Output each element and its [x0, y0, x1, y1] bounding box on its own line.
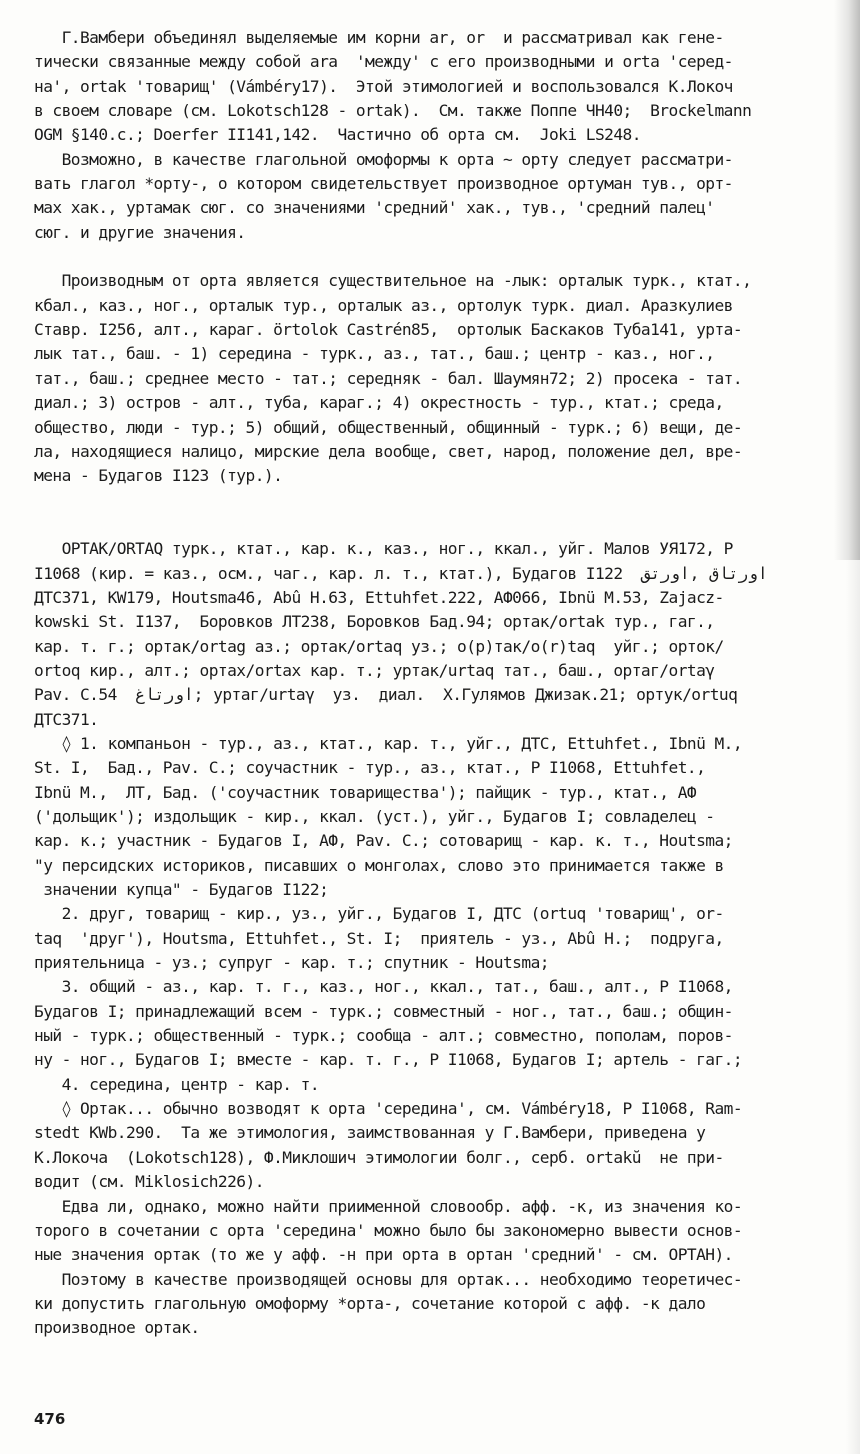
text-line: значении купца" - Будагов I122; [34, 880, 329, 900]
paragraph-vambery [34, 26, 846, 245]
spacer [34, 245, 846, 269]
text-line: в своем словаре (см. Lokotsch128 - ortak). См. также Поппе ЧН40; Brockelmann [34, 101, 752, 121]
text-line: ДТС371. [34, 709, 99, 729]
text-line: общество, люди - тур.; 5) общий, общественный, общинный - турк.; 6) вещи, де- [34, 417, 743, 437]
text-line: ки допустить глагольную омоформу *орта-, сочетание которой с афф. -к дало [34, 1293, 706, 1313]
spacer [34, 489, 846, 513]
text-line: производное ортак. [34, 1318, 200, 1338]
text-line: ortoq кир., алт.; ортах/ortax кар. т.; уртак/urtaq тат., баш., ортаг/ortaγ [34, 660, 715, 680]
text-line: ('дольщик'); издольщик - кир., ккал. (уст.), уйг., Будагов I; совладелец - [34, 807, 715, 826]
text-line: Ставр. I256, алт., караг. örtolok Castrén85, ортолык Баскаков Туба141, урта- [34, 320, 743, 340]
text-line: мена - Будагов I123 (тур.). [34, 466, 283, 486]
page-number: 476 [34, 1410, 66, 1428]
text-line: на', ortak 'товарищ' (Vámbéry17). Этой этимологией и воспользовался К.Локоч [34, 76, 733, 96]
text-line: kowski St. I137, Боровков ЛТ238, Боровков Бад.94; ортак/ortak тур., гаг., [34, 612, 715, 632]
text-line: кар. к.; участник - Будагов I, АФ, Pav. C.; сотоварищ - кар. к. т., Houtsma; [34, 831, 733, 851]
text-line: кар. т. г.; ортак/ortag аз.; ортак/ortaq уз.; о(р)так/о(r)taq уйг.; орток/ [34, 636, 724, 656]
text-line: "у персидских историков, писавших о монголах, слово это принимается также в [34, 855, 724, 875]
text-line: 2. друг, товарищ - кир., уз., уйг., Будагов I, ДТС (ortuq 'товарищ', or- [34, 904, 724, 924]
entry-ortak-header [34, 537, 846, 732]
entry-ortak-senses [34, 732, 846, 1097]
text-line: ДТС371, KW179, Houtsma46, Abû H.63, Ettuhfet.222, АФ066, Ibnü M.53, Zajacz- [34, 587, 724, 607]
text-line: диал.; 3) остров - алт., туба, караг.; 4) окрестность - тур., ктат.; среда, [34, 393, 724, 413]
paragraph-derivative [34, 269, 846, 488]
page-text [34, 26, 846, 1341]
text-line: I1068 (кир. = каз., осм., чаг., кар. л. т., ктат.), Будагов I122 اورتاق ,اورتق [34, 563, 768, 583]
text-line: тически связанные между собой ara 'между' с его производными и orta 'серед- [34, 52, 733, 72]
scan-shadow-edge-lower [846, 560, 860, 1454]
text-line: сюг. и другие значения. [34, 222, 246, 242]
text-line: 3. общий - аз., кар. т. г., каз., ног., ккал., тат., баш., алт., Р I1068, [34, 977, 733, 997]
text-line: taq 'друг'), Houtsma, Ettuhfet., St. I; приятель - уз., Abû H.; подруга, [34, 928, 724, 948]
text-line: 4. середина, центр - кар. т. [34, 1074, 320, 1094]
text-line: тат., баш.; среднее место - тат.; середняк - бал. Шаумян72; 2) просека - тат. [34, 368, 743, 388]
text-line: ну - ног., Будагов I; вместе - кар. т. г., Р I1068, Будагов I; артель - гаг.; [34, 1050, 743, 1070]
spacer [34, 513, 846, 537]
text-line: мах хак., уртамак сюг. со значениями 'средний' хак., тув., 'средний палец' [34, 198, 715, 218]
text-line: ный - турк.; общественный - турк.; сообща - алт.; совместно, пополам, поров- [34, 1026, 733, 1046]
text-line: stedt KWb.290. Та же этимология, заимствованная у Г.Вамбери, приведена у [34, 1123, 706, 1143]
text-line: лык тат., баш. - 1) середина - турк., аз., тат., баш.; центр - каз., ног., [34, 344, 715, 364]
text-line: ◊ 1. компаньон - тур., аз., ктат., кар. т., уйг., ДТС, Ettuhfet., Ibnü M., [34, 733, 743, 753]
text-line: вать глагол *орту-, о котором свидетельствует производное ортуман тув., орт- [34, 174, 733, 194]
text-line: Будагов I; принадлежащий всем - турк.; совместный - ног., тат., баш.; общин- [34, 1001, 733, 1021]
text-line: торого в сочетании с орта 'середина' можно было бы закономерно вывести основ- [34, 1220, 743, 1240]
text-line: OGM §140.c.; Doerfer II141,142. Частично об орта см. Joki LS248. [34, 125, 641, 145]
text-line: Г.Вамбери объединял выделяемые им корни ar, or и рассматривал как гене- [34, 28, 724, 47]
text-line: Pav. C.54 اورتاغ; уртаг/urtaγ уз. диал. Х.Гулямов Джизак.21; ортук/ortuq [34, 685, 738, 705]
text-line: ла, находящиеся налицо, мирские дела вообще, свет, народ, положение дел, вре- [34, 441, 743, 461]
text-line: ные значения ортак (то же у афф. -н при орта в ортан 'средний' - см. ОРТАН). [34, 1245, 733, 1265]
text-line: ◊ Ортак... обычно возводят к орта 'середина', см. Vámbéry18, Р I1068, Ram- [34, 1099, 743, 1119]
text-line: Поэтому в качестве производящей основы для ортак... необходимо теоретичес- [34, 1269, 743, 1289]
text-line: St. I, Бад., Pav. C.; соучастник - тур., аз., ктат., Р I1068, Ettuhfet., [34, 758, 706, 778]
text-line: кбал., каз., ног., орталык тур., орталык аз., ортолук турк. диал. Аразкулиев [34, 295, 733, 315]
text-line: водит (см. Miklosich226). [34, 1172, 264, 1192]
text-line: Едва ли, однако, можно найти приименной словообр. афф. -к, из значения ко- [34, 1196, 743, 1216]
text-line: приятельница - уз.; супруг - кар. т.; спутник - Houtsma; [34, 953, 549, 973]
text-line: К.Локоча (Lokotsch128), Ф.Миклошич этимологии болг., серб. ortakŭ не при- [34, 1147, 724, 1167]
entry-ortak-etymology [34, 1097, 846, 1340]
text-line: ОРТАК/ORTAQ турк., ктат., кар. к., каз., ног., ккал., уйг. Малов УЯ172, Р [34, 539, 733, 559]
text-line: Производным от орта является существительное на -лык: орталык турк., ктат., [34, 271, 752, 291]
text-line: Возможно, в качестве глагольной омоформы к орта ~ орту следует рассматри- [34, 149, 733, 169]
text-line: Ibnü M., ЛТ, Бад. ('соучастник товарищества'); пайщик - тур., ктат., АФ [34, 782, 697, 802]
